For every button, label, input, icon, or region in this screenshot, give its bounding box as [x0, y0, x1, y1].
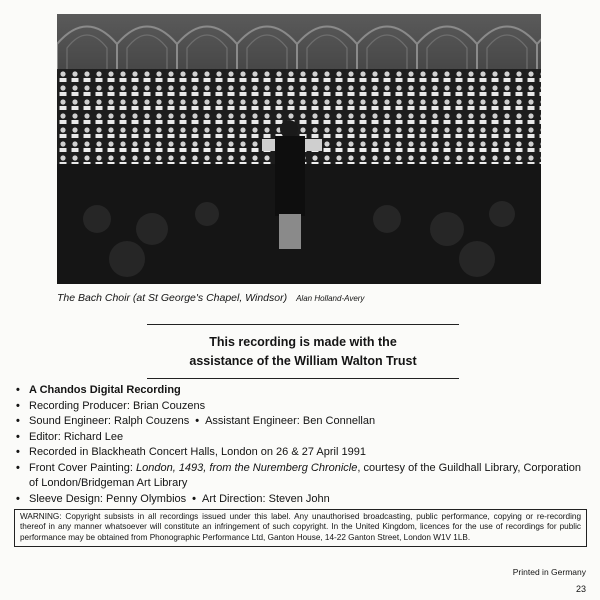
- credit-text: Recording Producer: Brian Couzens: [29, 399, 206, 412]
- printed-in: Printed in Germany: [512, 567, 586, 577]
- concert-photo: [57, 14, 541, 284]
- credit-text: A Chandos Digital Recording: [29, 384, 181, 396]
- page-number: 23: [575, 584, 586, 594]
- photo-credit: Alan Holland-Avery: [296, 294, 365, 303]
- credit-text: Recorded in Blackheath Concert Halls, London on 26 & 27 April 1991: [29, 446, 366, 458]
- credit-cover-painting: [16, 461, 586, 492]
- bullet-icon: •: [16, 430, 20, 443]
- concert-photo-icon: [57, 14, 541, 284]
- bullet-icon: •: [16, 415, 20, 427]
- copyright-warning: WARNING: Copyright subsists in all recordings issued under this label. Any unauthorised broadcasting, public performance, copying or re-recording thereof in any manner whatsoever will constitute an infringement of such copyright. In the United Kingdom, licences for the use of recordings for public performance may be obtained from Phonographic Performance Ltd, Ganton House, 14-22 Ganton Street, London W1V 1LB.: [14, 509, 587, 547]
- credit-text: Sleeve Design: Penny Olymbios: [29, 492, 187, 505]
- credit-text: Art Direction: Steven John: [202, 492, 330, 505]
- credit-producer: [16, 399, 586, 415]
- bullet-icon: •: [195, 415, 200, 427]
- credit-engineers: [16, 414, 586, 430]
- credit-design: [16, 492, 586, 508]
- photo-caption: [57, 292, 541, 304]
- bullet-icon: •: [16, 399, 20, 412]
- credit-text: Editor: Richard Lee: [29, 430, 124, 443]
- notice-line-2: assistance of the William Walton Trust: [189, 354, 417, 368]
- credit-text: Assistant Engineer: Ben Connellan: [205, 415, 376, 427]
- credit-editor: [16, 430, 586, 446]
- bullet-icon: •: [192, 492, 196, 505]
- cover-title: London, 1493, from the Nuremberg Chronicle: [136, 461, 358, 474]
- credit-text: Sound Engineer: Ralph Couzens: [29, 415, 190, 427]
- walton-trust-notice: [147, 324, 459, 379]
- credit-digital-recording: [16, 383, 586, 399]
- credit-text: , courtesy of the Guildhall Library, Corporation of London/Bridgeman Art Library: [29, 461, 581, 489]
- bullet-icon: •: [16, 492, 20, 505]
- credit-text: Front Cover Painting:: [29, 461, 136, 474]
- bullet-icon: •: [16, 384, 20, 396]
- credit-recorded: [16, 445, 586, 461]
- caption-text: The Bach Choir (at St George's Chapel, Windsor): [57, 292, 288, 304]
- bullet-icon: •: [16, 446, 20, 458]
- notice-line-1: This recording is made with the: [209, 335, 397, 349]
- credits-list: [16, 383, 586, 507]
- bullet-icon: •: [16, 461, 20, 474]
